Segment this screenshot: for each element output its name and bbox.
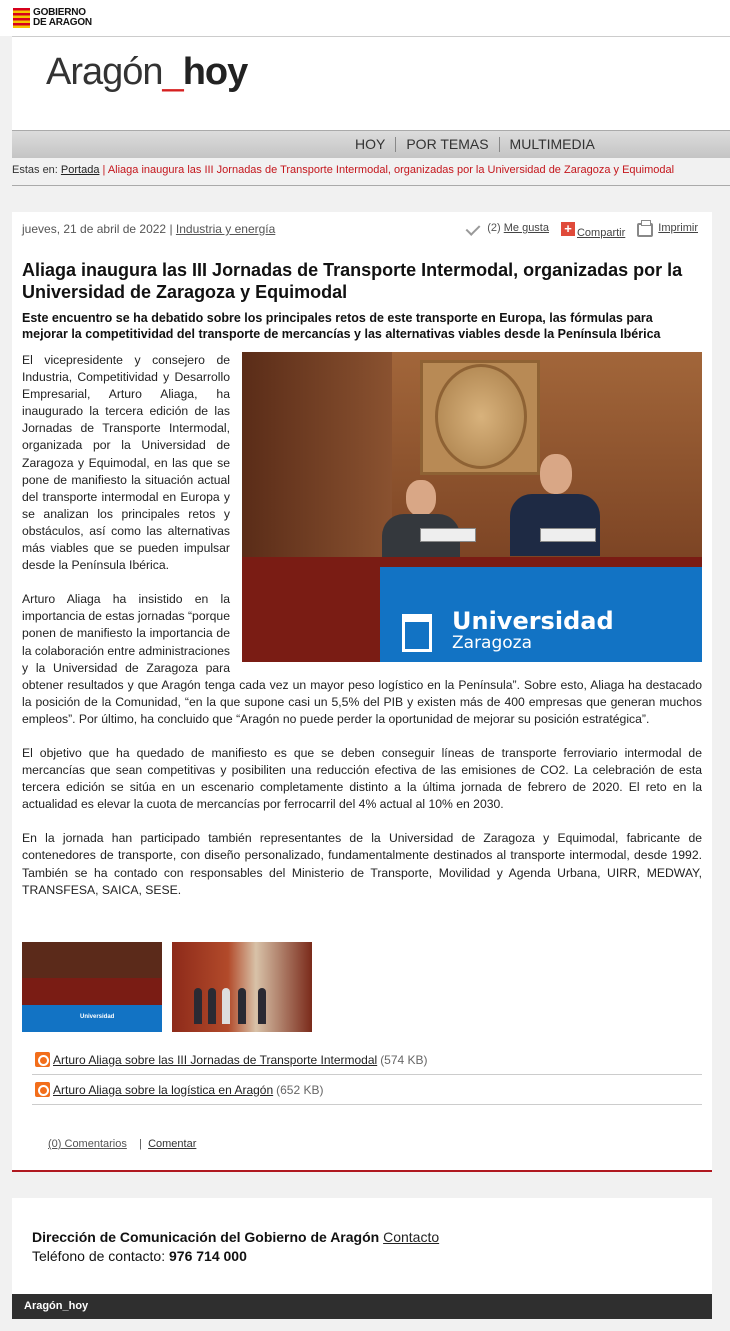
attachment-item — [32, 1075, 702, 1105]
gov-logo-line1: GOBIERNO — [33, 7, 86, 18]
nav-item-por-temas[interactable]: POR TEMAS — [396, 137, 499, 152]
thumb-figure — [208, 988, 216, 1024]
article-subhead: Este encuentro se ha debatido sobre los principales retos de este transporte en Europa, las fórmulas para mejorar la competitividad del transporte de mercancías y las alternativas viables desde la Península Ibérica — [22, 311, 661, 341]
meta-separator: | — [169, 222, 176, 236]
thumb-figure — [194, 988, 202, 1024]
attachment-size: (574 KB) — [380, 1052, 428, 1067]
person-torso — [510, 494, 600, 556]
article-meta — [22, 222, 275, 236]
checkmark-icon — [465, 222, 483, 236]
photo-banner-line1: Universidad — [452, 607, 614, 635]
article-headline: Aliaga inaugura las III Jornadas de Transporte Intermodal, organizadas por la Universidad de Zaragoza y Equimodal — [22, 260, 683, 302]
main-nav — [12, 130, 730, 158]
comments-bar — [48, 1138, 196, 1150]
print-button[interactable] — [637, 222, 698, 239]
share-button[interactable] — [561, 222, 625, 239]
attachments-list — [32, 1045, 702, 1105]
plus-icon: + — [561, 222, 575, 236]
gobierno-aragon-logo[interactable] — [13, 8, 92, 28]
attachment-item — [32, 1045, 702, 1075]
article-paragraph: Arturo Aliaga ha insistido en la importancia de estas jornadas “porque ponen de manifiesto la importancia de la colaboración entre administraciones y la Universidad de Zaragoza para obtener resultados y que Aragón tenga cada vez un mayor peso logístico en la Península”. Sobre esto, Aliaga ha destacado la posición de la Comunidad, “en la que supone casi un 5,5% del PIB y existen más de 400 empresas que generan muchos empleos”. Por último, ha concluido que “Aragón no puede perder la oportunidad de mejorar su posición estratégica”. — [22, 592, 702, 726]
audio-file-icon — [35, 1082, 50, 1097]
photo-gallery — [22, 942, 322, 1032]
footer — [12, 1198, 712, 1294]
top-header — [0, 0, 730, 36]
breadcrumb — [12, 164, 730, 186]
printer-icon — [637, 223, 653, 237]
nav-item-hoy[interactable]: HOY — [345, 137, 396, 152]
comments-separator: | — [129, 1138, 146, 1150]
category-link[interactable]: Industria y energía — [175, 222, 276, 236]
breadcrumb-current: Aliaga inaugura las III Jornadas de Transporte Intermodal, organizadas por la Universidad de Zaragoza y Equimodal — [107, 164, 675, 176]
main-photo[interactable] — [242, 352, 702, 662]
phone-label: Teléfono de contacto: — [32, 1248, 169, 1264]
photo-panel — [242, 352, 392, 562]
bottom-bar-label[interactable]: Aragón_hoy — [24, 1300, 89, 1312]
print-label: Imprimir — [658, 222, 698, 234]
comments-link[interactable]: (0) Comentarios — [48, 1138, 127, 1150]
site-logo-hoy: hoy — [182, 51, 248, 93]
thumb-figure — [238, 988, 246, 1024]
person-head — [406, 480, 436, 516]
article-paragraph: El vicepresidente y consejero de Industria, Competitividad y Desarrollo Empresarial, Arturo Aliaga, ha inaugurado la tercera edición de las Jornadas de Transporte Intermodal, organizada por la Universidad de Zaragoza y Equimodal, en las que se pone de manifiesto la situación actual del transporte intermodal en Europa y se analizan los principales retos y obstáculos, así como las alternativas más viables que se pueden impulsar desde la Península Ibérica. — [22, 353, 230, 573]
like-button[interactable] — [465, 222, 549, 239]
university-logo-icon — [402, 614, 432, 652]
article-paragraph: El objetivo que ha quedado de manifiesto es que se deben conseguir líneas de transporte ferroviario intermodal de mercancías que sean competitivas y posibiliten una reducción efectiva de las emisiones de CO2. La celebración de esta tercera edición se sitúa en un escenario completamente distinto a la última jornada de febrero de 2020. El reto en la actualidad es elevar la cuota de mercancías por ferrocarril del 4% actual al 10% en 2030. — [22, 745, 702, 812]
attachment-link[interactable]: Arturo Aliaga sobre las III Jornadas de Transporte Intermodal — [53, 1052, 378, 1067]
photo-banner-line2: Zaragoza — [452, 633, 533, 653]
audio-file-icon — [35, 1052, 50, 1067]
article — [12, 212, 712, 1172]
aragon-flag-icon — [13, 8, 30, 28]
masthead — [12, 36, 730, 130]
photo-person-left — [382, 480, 460, 560]
thumb-banner-text: Universidad — [80, 1014, 115, 1020]
like-label: Me gusta — [503, 222, 549, 234]
breadcrumb-home-link[interactable]: Portada — [60, 164, 100, 176]
share-label: Compartir — [576, 227, 626, 239]
bottom-bar — [12, 1294, 712, 1319]
article-paragraph: En la jornada han participado también representantes de la Universidad de Zaragoza y Equimodal, fabricante de contenedores de transporte, con diseño personalizado, fundamentalmente destinados al transporte intermodal, desde 1992. También se ha contado con responsables del Ministerio de Transporte, Movilidad y Agenda Urbana, UIRR, MEDWAY, TRANSFESA, SAICA, SESE. — [22, 831, 702, 897]
contact-link[interactable]: Contacto — [383, 1229, 440, 1245]
footer-phone-line — [32, 1247, 692, 1266]
breadcrumb-separator: | — [99, 164, 108, 176]
nav-item-multimedia[interactable]: MULTIMEDIA — [509, 136, 595, 152]
footer-org-line — [32, 1228, 692, 1247]
comment-link[interactable]: Comentar — [148, 1138, 197, 1150]
site-logo[interactable] — [46, 51, 247, 94]
site-logo-name: Aragón — [46, 51, 163, 93]
thumb-figure — [222, 988, 230, 1024]
likes-count: (2) — [487, 222, 501, 234]
site-logo-underscore: _ — [162, 51, 183, 93]
attachment-size: (652 KB) — [276, 1082, 324, 1097]
gallery-thumbnail[interactable] — [172, 942, 312, 1032]
nameplate — [540, 528, 596, 542]
person-head — [540, 454, 572, 494]
article-tools — [453, 222, 698, 239]
article-date: jueves, 21 de abril de 2022 — [22, 222, 167, 236]
attachment-link[interactable]: Arturo Aliaga sobre la logística en Aragón — [53, 1082, 274, 1097]
gov-logo-line2: DE ARAGON — [33, 17, 92, 28]
nameplate — [420, 528, 476, 542]
photo-banner-text — [452, 607, 614, 654]
footer-org: Dirección de Comunicación del Gobierno de Aragón — [32, 1229, 380, 1245]
thumb-figure — [258, 988, 266, 1024]
gov-logo-text — [33, 8, 92, 28]
breadcrumb-label: Estas en: — [12, 164, 61, 176]
phone-number: 976 714 000 — [169, 1248, 247, 1264]
article-body — [22, 352, 702, 916]
gallery-thumbnail[interactable] — [22, 942, 162, 1032]
